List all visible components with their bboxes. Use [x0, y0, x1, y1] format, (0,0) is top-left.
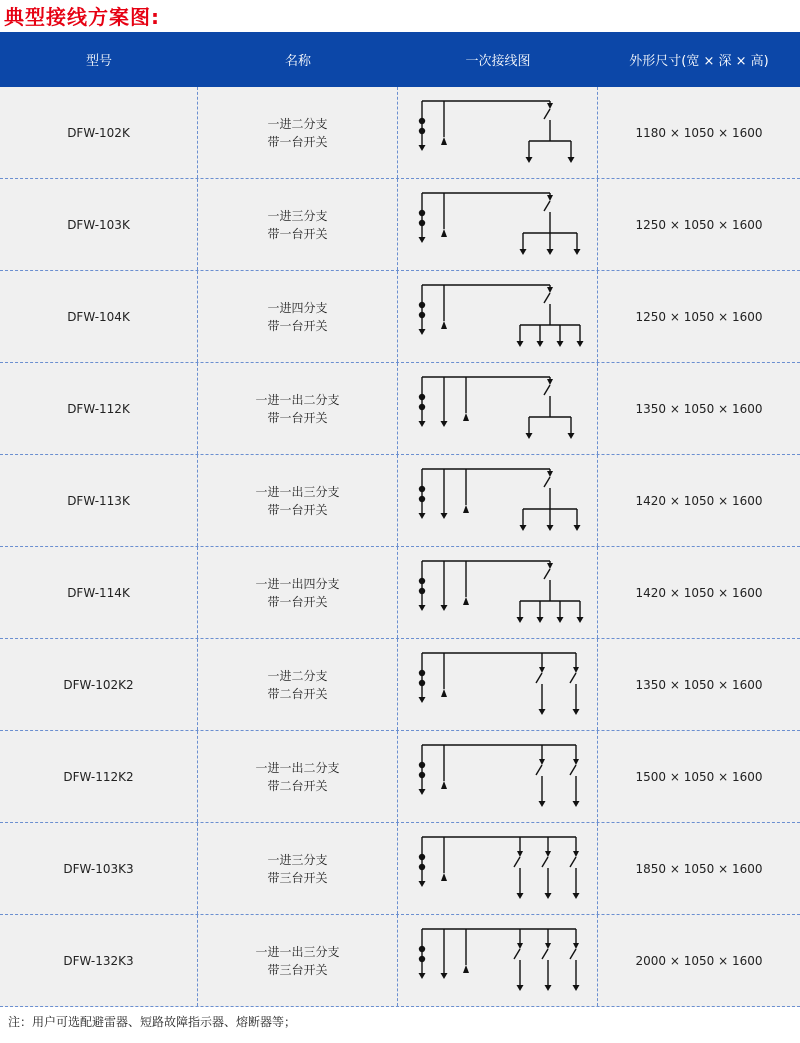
branch-arrow-icon [573, 525, 580, 531]
name-cell: 一进一出三分支 带三台开关 [198, 915, 398, 1006]
size-cell: 1420 × 1050 × 1600 [635, 585, 763, 600]
name-cell: 一进一出二分支 带二台开关 [198, 731, 398, 822]
indicator-dot-icon [418, 679, 424, 685]
indicator-dot-icon [418, 587, 424, 593]
incoming-arrow-icon [418, 789, 425, 795]
model-cell: DFW-132K3 [0, 915, 198, 1006]
model-cell: DFW-104K [0, 271, 198, 362]
incoming-arrow-icon [418, 973, 425, 979]
wiring-diagram [398, 731, 598, 822]
indicator-dot-icon [418, 127, 424, 133]
name-cell: 一进一出三分支 带一台开关 [198, 455, 398, 546]
header-model: 型号 [85, 54, 112, 69]
size-cell: 1500 × 1050 × 1600 [635, 769, 763, 784]
table-row [0, 179, 800, 271]
switch-contact-icon [547, 103, 553, 109]
switch-blade-icon [544, 477, 550, 487]
surge-arrester-icon [463, 413, 469, 421]
single-line-diagram [408, 737, 588, 817]
indicator-dot-icon [418, 577, 424, 583]
branch-arrow-icon [519, 525, 526, 531]
switch-blade-icon [544, 569, 550, 579]
model-cell: DFW-103K [0, 179, 198, 270]
switch-contact-icon [573, 943, 579, 949]
indicator-dot-icon [418, 209, 424, 215]
size-cell: 1850 × 1050 × 1600 [635, 861, 763, 876]
single-line-diagram [408, 369, 588, 449]
size-cell: 2000 × 1050 × 1600 [635, 953, 763, 968]
branch-arrow-icon [572, 893, 579, 899]
model-cell: DFW-113K [0, 455, 198, 546]
switch-contact-icon [573, 851, 579, 857]
branch-arrow-icon [536, 617, 543, 623]
surge-arrester-icon [463, 597, 469, 605]
switch-contact-icon [545, 851, 551, 857]
single-line-diagram [408, 93, 588, 173]
switch-contact-icon [573, 759, 579, 765]
surge-arrester-icon [463, 965, 469, 973]
indicator-dot-icon [418, 669, 424, 675]
switch-contact-icon [547, 287, 553, 293]
indicator-dot-icon [418, 301, 424, 307]
name-cell: 一进二分支 带一台开关 [198, 87, 398, 178]
indicator-dot-icon [418, 761, 424, 767]
name-cell: 一进三分支 带三台开关 [198, 823, 398, 914]
name-cell: 一进三分支 带一台开关 [198, 179, 398, 270]
wiring-diagram [398, 363, 598, 454]
switch-contact-icon [547, 563, 553, 569]
branch-arrow-icon [556, 617, 563, 623]
single-line-diagram [408, 185, 588, 265]
wiring-diagram [398, 455, 598, 546]
branch-arrow-icon [538, 709, 545, 715]
switch-contact-icon [539, 667, 545, 673]
size-cell: 1420 × 1050 × 1600 [635, 493, 763, 508]
switch-blade-icon [570, 765, 576, 775]
model-cell: DFW-103K3 [0, 823, 198, 914]
switch-blade-icon [514, 857, 520, 867]
indicator-dot-icon [418, 853, 424, 859]
switch-contact-icon [573, 667, 579, 673]
size-cell: 1350 × 1050 × 1600 [635, 677, 763, 692]
table-header [0, 32, 800, 87]
wiring-diagram [398, 547, 598, 638]
switch-contact-icon [547, 379, 553, 385]
single-line-diagram [408, 921, 588, 1001]
indicator-dot-icon [418, 771, 424, 777]
table-row [0, 547, 800, 639]
outgoing-arrow-icon [440, 421, 447, 427]
surge-arrester-icon [441, 689, 447, 697]
name-cell: 一进一出四分支 带一台开关 [198, 547, 398, 638]
table-body [0, 87, 800, 1007]
switch-blade-icon [570, 857, 576, 867]
branch-arrow-icon [572, 985, 579, 991]
wiring-diagram [398, 823, 598, 914]
single-line-diagram [408, 277, 588, 357]
branch-arrow-icon [572, 709, 579, 715]
incoming-arrow-icon [418, 237, 425, 243]
branch-arrow-icon [572, 801, 579, 807]
page-title: 典型接线方案图: [4, 5, 160, 29]
branch-arrow-icon [573, 249, 580, 255]
indicator-dot-icon [418, 393, 424, 399]
branch-arrow-icon [525, 157, 532, 163]
name-cell: 一进四分支 带一台开关 [198, 271, 398, 362]
indicator-dot-icon [418, 219, 424, 225]
switch-blade-icon [544, 109, 550, 119]
switch-blade-icon [544, 201, 550, 211]
single-line-diagram [408, 461, 588, 541]
incoming-arrow-icon [418, 513, 425, 519]
single-line-diagram [408, 553, 588, 633]
branch-arrow-icon [538, 801, 545, 807]
switch-blade-icon [544, 385, 550, 395]
wiring-diagram [398, 271, 598, 362]
size-cell: 1180 × 1050 × 1600 [635, 125, 763, 140]
model-cell: DFW-102K2 [0, 639, 198, 730]
surge-arrester-icon [441, 137, 447, 145]
incoming-arrow-icon [418, 421, 425, 427]
switch-blade-icon [536, 673, 542, 683]
incoming-arrow-icon [418, 329, 425, 335]
model-cell: DFW-114K [0, 547, 198, 638]
surge-arrester-icon [441, 781, 447, 789]
branch-arrow-icon [544, 893, 551, 899]
switch-contact-icon [539, 759, 545, 765]
branch-arrow-icon [516, 893, 523, 899]
footnote: 注：用户可选配避雷器、短路故障指示器、熔断器等； [8, 1015, 297, 1029]
switch-contact-icon [517, 851, 523, 857]
header-diagram: 一次接线图 [465, 54, 531, 69]
switch-blade-icon [536, 765, 542, 775]
branch-arrow-icon [544, 985, 551, 991]
single-line-diagram [408, 829, 588, 909]
name-cell: 一进二分支 带二台开关 [198, 639, 398, 730]
name-cell: 一进一出二分支 带一台开关 [198, 363, 398, 454]
switch-contact-icon [517, 943, 523, 949]
switch-blade-icon [542, 857, 548, 867]
incoming-arrow-icon [418, 605, 425, 611]
table-row [0, 363, 800, 455]
incoming-arrow-icon [418, 145, 425, 151]
model-cell: DFW-102K [0, 87, 198, 178]
switch-blade-icon [544, 293, 550, 303]
branch-arrow-icon [556, 341, 563, 347]
branch-arrow-icon [525, 433, 532, 439]
switch-contact-icon [547, 195, 553, 201]
branch-arrow-icon [516, 985, 523, 991]
branch-arrow-icon [546, 249, 553, 255]
outgoing-arrow-icon [440, 973, 447, 979]
surge-arrester-icon [441, 873, 447, 881]
size-cell: 1250 × 1050 × 1600 [635, 217, 763, 232]
table-row [0, 915, 800, 1007]
branch-arrow-icon [516, 617, 523, 623]
wiring-diagram [398, 639, 598, 730]
indicator-dot-icon [418, 945, 424, 951]
branch-arrow-icon [519, 249, 526, 255]
switch-blade-icon [514, 949, 520, 959]
wiring-scheme-table [0, 32, 800, 1007]
indicator-dot-icon [418, 403, 424, 409]
indicator-dot-icon [418, 485, 424, 491]
indicator-dot-icon [418, 117, 424, 123]
table-row [0, 823, 800, 915]
branch-arrow-icon [546, 525, 553, 531]
single-line-diagram [408, 645, 588, 725]
branch-arrow-icon [576, 617, 583, 623]
table-row [0, 87, 800, 179]
outgoing-arrow-icon [440, 513, 447, 519]
incoming-arrow-icon [418, 881, 425, 887]
surge-arrester-icon [463, 505, 469, 513]
wiring-diagram [398, 179, 598, 270]
size-cell: 1250 × 1050 × 1600 [635, 309, 763, 324]
surge-arrester-icon [441, 229, 447, 237]
table-row [0, 271, 800, 363]
model-cell: DFW-112K2 [0, 731, 198, 822]
incoming-arrow-icon [418, 697, 425, 703]
surge-arrester-icon [441, 321, 447, 329]
header-size: 外形尺寸(宽 × 深 × 高) [629, 54, 769, 69]
switch-blade-icon [570, 949, 576, 959]
table-row [0, 455, 800, 547]
switch-contact-icon [545, 943, 551, 949]
indicator-dot-icon [418, 863, 424, 869]
branch-arrow-icon [516, 341, 523, 347]
size-cell: 1350 × 1050 × 1600 [635, 401, 763, 416]
branch-arrow-icon [567, 433, 574, 439]
wiring-diagram [398, 915, 598, 1006]
branch-arrow-icon [536, 341, 543, 347]
outgoing-arrow-icon [440, 605, 447, 611]
branch-arrow-icon [576, 341, 583, 347]
indicator-dot-icon [418, 955, 424, 961]
table-row [0, 639, 800, 731]
indicator-dot-icon [418, 311, 424, 317]
switch-blade-icon [542, 949, 548, 959]
switch-contact-icon [547, 471, 553, 477]
model-cell: DFW-112K [0, 363, 198, 454]
branch-arrow-icon [567, 157, 574, 163]
switch-blade-icon [570, 673, 576, 683]
header-name: 名称 [284, 54, 311, 69]
indicator-dot-icon [418, 495, 424, 501]
wiring-diagram [398, 87, 598, 178]
table-row [0, 731, 800, 823]
